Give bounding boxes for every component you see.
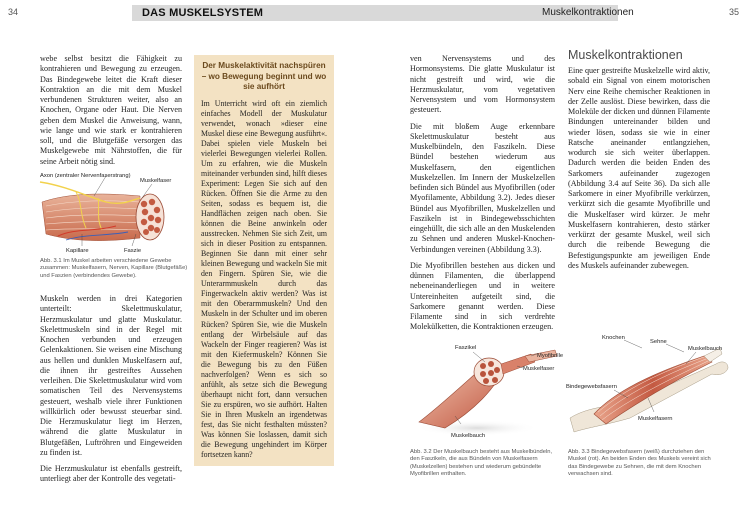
page-number-right: 35 bbox=[729, 7, 740, 17]
muscle-tissue-illustration bbox=[36, 172, 192, 254]
figure-caption-3-1: Abb. 3.1 Im Muskel arbeiten verschiedene Gewebe zusammen: Muskelfasern, Nerven, Kapillare (Blutgefäße) und Faszien (verbindendes Gewebe). bbox=[40, 258, 188, 279]
left-col-bottom-text bbox=[40, 294, 182, 491]
label-knochen: Knochen bbox=[602, 335, 625, 341]
paragraph: Die mit bloßem Auge erkennbare Skelettmuskulatur besteht aus Muskelbündeln, den Faszikeln. Diese Bündel bestehen wiederum aus Muskelfasern, den eigentlichen Muskelzellen. Im Innern der Muskelzellen befinden sich Bündel aus Myofibrillen (oder Myofilamente, Abbildung 3.2). Jedes dieser Bündel aus Myofibrillen, Muskelzellen und Faszikeln ist in Bindegewebsschichten eingehüllt, die sich alle an den Muskelenden zu Sehnen und anderen Muskel-Knochen-Verbindungen vereinen (Abbildung 3.3). bbox=[410, 121, 555, 254]
label-faszie: Faszie bbox=[124, 248, 142, 254]
box-body bbox=[201, 99, 327, 461]
label-muskelbauch-3: Muskelbauch bbox=[688, 346, 723, 352]
figure-muscle-tissue bbox=[36, 172, 192, 254]
experiment-box bbox=[194, 55, 334, 466]
paragraph: Muskeln werden in drei Kategorien unterteilt: Skelettmuskulatur, Herzmuskulatur und glatte Muskulatur. Skelettmuskeln sind in der Regel mit Knochen verbunden und erzeugen Gelenkaktionen. Sie weisen eine Mischung aus hellen und dunklen Muskelfasern auf, die ihnen ihr gestreiftes Aussehen verleihen. Die Skelettmuskulatur wird vom somatischen Teil des Nervensystems gesteuert, weshalb viele ihrer Funktionen willkürlich oder bewusst steuerbar sind. Die Herzmuskulatur liegt im Herzen, während die glatte Muskulatur in Blutgefäßen, Luftröhren und Eingeweiden zu finden ist. bbox=[40, 294, 182, 457]
running-title: Muskelkontraktionen bbox=[542, 7, 634, 18]
label-muskelfaser: Muskelfaser bbox=[140, 178, 172, 184]
muscle-structure-illustration bbox=[405, 340, 565, 440]
label-kapillare: Kapillare bbox=[66, 248, 89, 254]
box-paragraph: Im Unterricht wird oft ein ziemlich einfaches Modell der Muskulatur verwendet, wonach »dieser eine Muskel diese eine Bewegung ausführt«. Dabei spielen viele Muskeln bei vielerlei Bewegungen vielerlei Rollen. Um zu erfahren, wie die Muskeln miteinander verbunden sind, hilft dieses Experiment: Legen Sie sich auf den Rücken. Öffnen Sie die Arme zu den Seiten, sodass es bequem ist, die Handflächen zeigen nach oben. Sie können die Beine anwinkeln oder ausstrecken. Nehmen Sie sich Zeit, um sich in dieser Position zu entspannen. Beginnen Sie dann mit einer sehr kleinen Bewegung und wackeln Sie mit den Fingern. Spüren Sie, wie die Unterarmmuskeln durch das Fingerwackeln aktiv werden? Was ist mit den Oberarmmuskeln? Und den Muskeln in der Schulter und im oberen Rücken? Spüren Sie, wie die Muskeln entlang der Wirbelsäule auf das Wackeln der Finger reagieren? Was ist mit den Kiefermuskeln? Können Sie die Bewegung bis zu den Füßen nachverfolgen? Wenn es sich so anfühlt, als setze sich die Bewegung überhaupt nicht fort, dann versuchen Sie zu erspüren, wo sie aufhört. Halten Sie in Ihren Muskeln an irgendetwas fest, das Sie nicht festhalten müssten? Was können Sie loslassen, damit sich die Bewegung ungehindert im Körper fortsetzen kann? bbox=[201, 98, 327, 460]
label-faszikel: Faszikel bbox=[455, 345, 477, 351]
box-title: Der Muskelaktivität nachspüren – wo Bewegung beginnt und wo sie aufhört bbox=[201, 61, 327, 91]
figure-muscle-structure bbox=[405, 340, 565, 440]
figure-caption-3-2: Abb. 3.2 Der Muskelbauch besteht aus Muskelbündeln, den Faszikeln, die aus Bündeln von Muskelfasern (Muskelzellen) bestehen und wiederum gebündelte Myofibrillen enthalten. bbox=[410, 449, 553, 478]
paragraph: Eine quer gestreifte Muskelzelle wird aktiv, sobald ein Signal von einem motorischen Nerv eine Reihe chemischer Reaktionen in der Zelle auslöst. Diese bewirken, dass die Moleküle der dicken und dünnen Filamente Bindungen untereinander bilden und wieder lösen, sodass sie wie in einer Ratsche aneinander entlangziehen, wodurch sie sich weiter überlappen. Dadurch werden die beiden Enden des Sarkomers aufeinander zugezogen (Abbildung 3.4 auf Seite 36). Da sich alle Sarkomere in einer Myofibrille verkürzen, verkürzt sich die gesamte Myofibrille und die Muskelfaser wird kürzer. Je mehr Muskelfasern kontrahieren, desto stärker verkürzt der gesamte Muskel, weil sich durch die reibende Bewegung die Befestigungspunkte am jeweiligen Ende des Muskels aufeinander zubewegen. bbox=[568, 66, 710, 270]
label-sehne: Sehne bbox=[650, 339, 667, 345]
figure-caption-3-3: Abb. 3.3 Bindegewebsfasern (weiß) durchziehen den Muskel (rot). An beiden Enden des Muskels vereint sich das Bindegewebe zu Sehnen, die mit dem Knochen verwachsen sind. bbox=[568, 449, 711, 478]
label-muskelfaser-2: Muskelfaser bbox=[523, 366, 555, 372]
muscle-tendon-illustration bbox=[566, 328, 734, 440]
page-number-left: 34 bbox=[8, 7, 19, 17]
paragraph: webe selbst besitzt die Fähigkeit zu kontrahieren und Bewegung zu erzeugen. Das Bindegewebe leitet die Kraft dieser Kontraktion an die mit dem Muskel verbundenen Strukturen weiter, also an Knochen, Organe oder Haut. Die Nerven geben dem Muskel die Anweisung, wann, wie lange und wie stark er kontrahieren soll, und die Blutgefäße versorgen das Muskelgewebe mit Nährstoffen, die für seine Arbeit nötig sind. bbox=[40, 54, 182, 166]
paragraph: Die Herzmuskulatur ist ebenfalls gestreift, unterliegt aber der Kontrolle des vegetati- bbox=[40, 464, 182, 484]
left-col-top-text bbox=[40, 54, 182, 173]
paragraph: Die Myofibrillen bestehen aus dicken und dünnen Filamenten, die überlappend nebeneinanderliegen und in weitere Untereinheiten aufgeteilt sind, die Sarkomere genannt werden. Diese Filamente sind in sich verdrehte Molekülketten, die Kontraktionen erzeugen. bbox=[410, 260, 555, 332]
paragraph: ven Nervensystems und des Hormonsystems. Die glatte Muskulatur ist nicht gestreift und wird, wie die Herzmuskulatur, vom vegetativen Nervensystem und vom Hormonsystem gesteuert. bbox=[410, 54, 555, 115]
label-muskelbauch-2: Muskelbauch bbox=[451, 433, 486, 439]
right-page bbox=[375, 0, 750, 529]
right-col2-text bbox=[568, 66, 710, 277]
figure-muscle-tendon bbox=[566, 328, 734, 440]
label-axon: Axon (zentraler Nervenfaserstrang) bbox=[40, 173, 131, 179]
label-myofibrille: Myofibrille bbox=[537, 353, 564, 359]
label-muskelfasern: Muskelfasern bbox=[638, 416, 673, 422]
right-col1-text bbox=[410, 54, 555, 339]
chapter-title: DAS MUSKELSYSTEM bbox=[142, 7, 264, 19]
section-title: Muskelkontraktionen bbox=[568, 48, 683, 62]
label-bindegewebsfasern: Bindegewebsfasern bbox=[566, 384, 617, 390]
